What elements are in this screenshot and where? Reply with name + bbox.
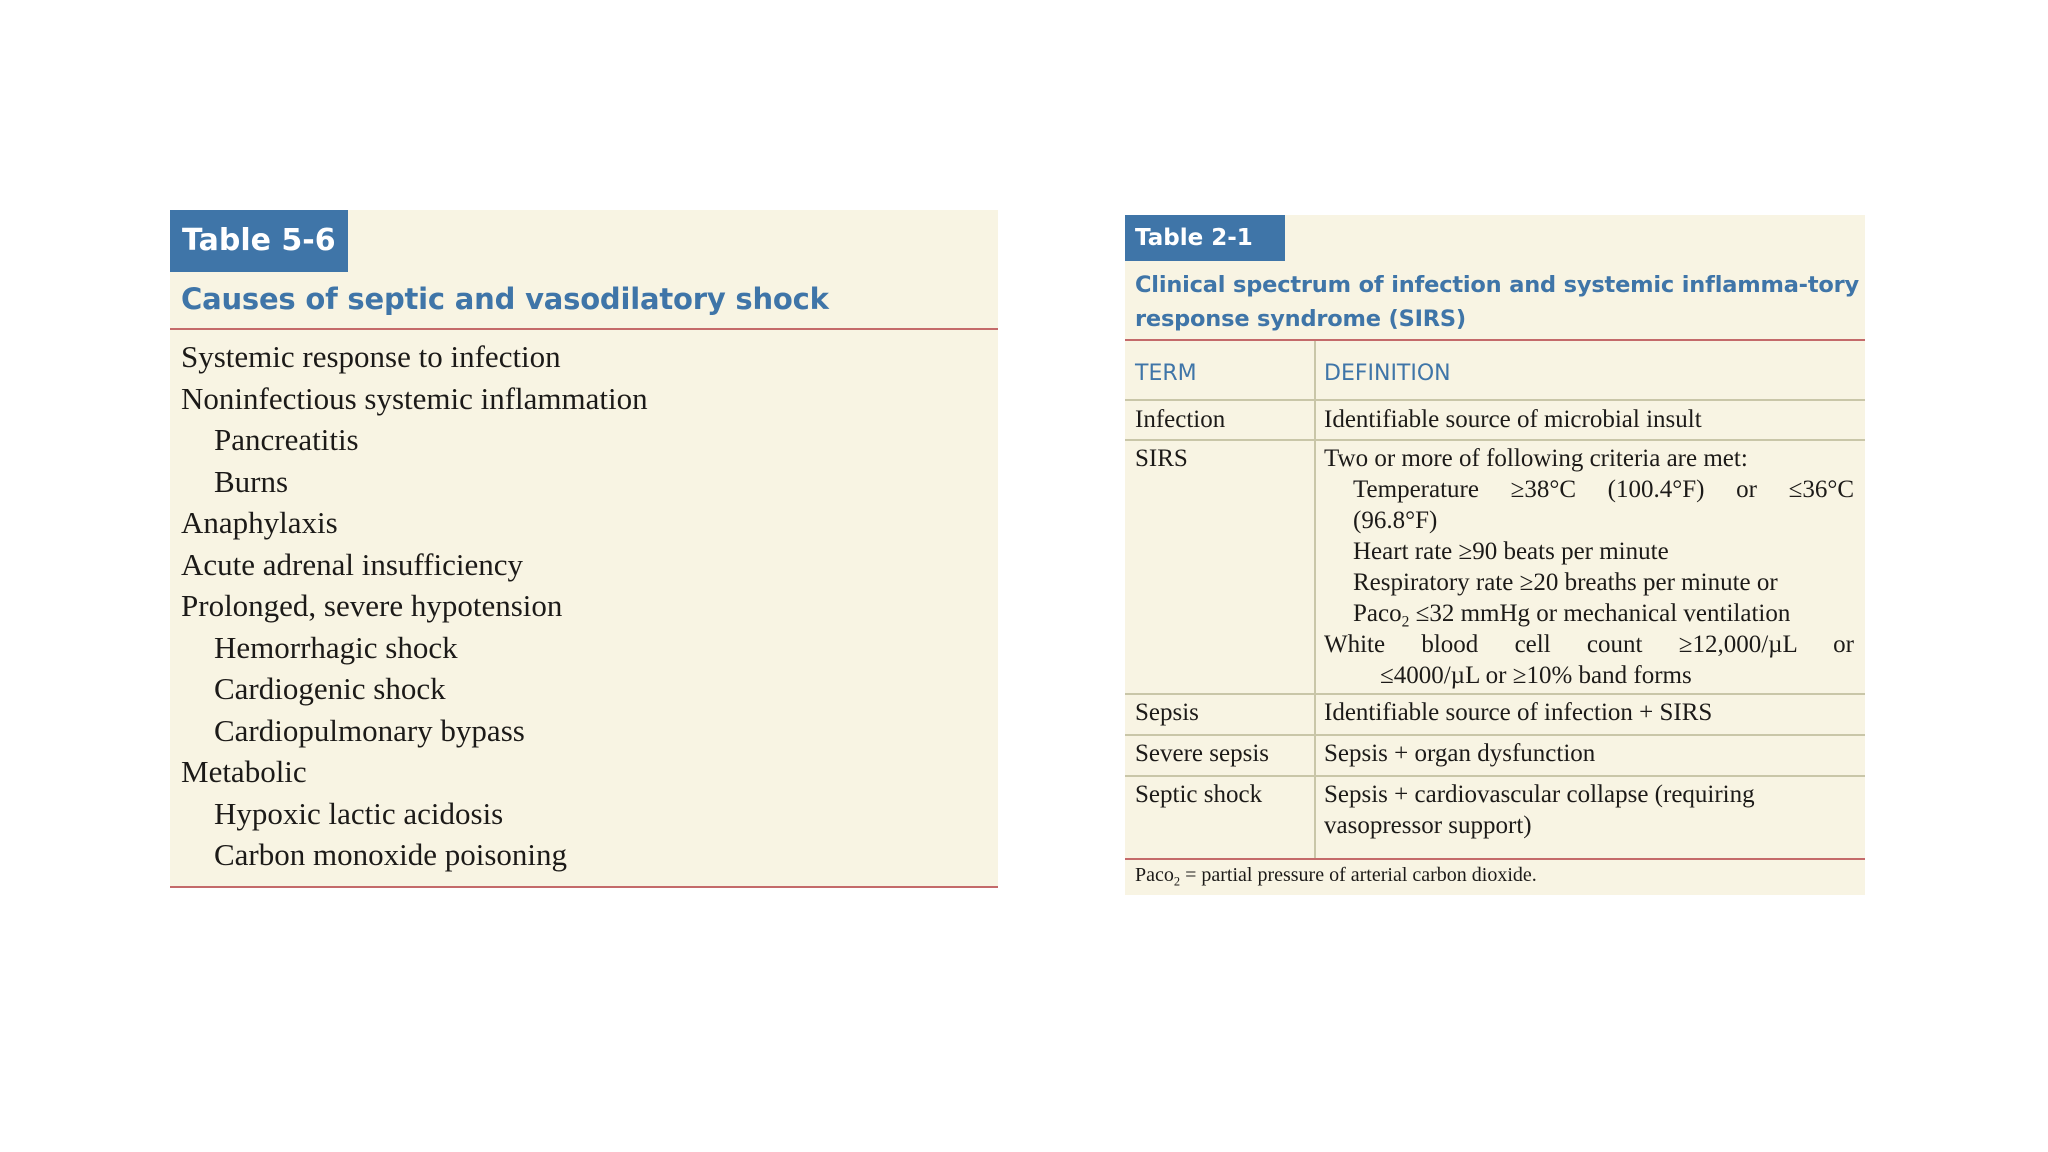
paco2-label: Paco	[1353, 600, 1402, 627]
caption-text: Clinical spectrum of infection and systemic inflamma-tory response syndrome (SIRS)	[1135, 272, 1859, 332]
sirs-line: (96.8°F)	[1353, 507, 1438, 534]
table-5-6	[170, 210, 998, 888]
row-divider	[1125, 734, 1865, 736]
row-divider	[1125, 775, 1865, 777]
list-item: Metabolic	[181, 754, 307, 789]
column-divider	[1314, 341, 1316, 859]
definition-septic-shock	[1324, 779, 1854, 841]
sirs-line: Heart rate ≥90 beats per minute	[1353, 538, 1669, 565]
row-divider	[1125, 439, 1865, 441]
definition-severe-sepsis: Sepsis + organ dysfunction	[1324, 740, 1596, 767]
sirs-line	[1324, 598, 1854, 629]
causes-list	[181, 336, 648, 876]
table-5-6-bottom-rule	[170, 886, 998, 888]
term-sirs: SIRS	[1135, 445, 1188, 472]
footnote-subscript: 2	[1173, 874, 1181, 889]
term-sepsis: Sepsis	[1135, 699, 1199, 726]
definition-sepsis: Identifiable source of infection + SIRS	[1324, 699, 1713, 726]
table-5-6-top-rule	[170, 328, 998, 330]
list-item: Acute adrenal insufficiency	[181, 546, 523, 582]
list-item: Systemic response to infection	[181, 339, 561, 374]
table-2-1-caption	[1135, 268, 1859, 336]
sirs-line: Two or more of following criteria are met:	[1324, 445, 1748, 472]
column-header-definition: DEFINITION	[1324, 361, 1451, 386]
table-5-6-badge: Table 5-6	[170, 210, 348, 272]
septic-shock-line: Sepsis + cardiovascular collapse (requiring	[1324, 781, 1755, 808]
term-septic-shock: Septic shock	[1135, 781, 1263, 808]
list-item: Carbon monoxide poisoning	[214, 837, 568, 872]
sirs-line: Respiratory rate ≥20 breaths per minute or	[1353, 569, 1778, 596]
sirs-line: Temperature ≥38°C (100.4°F) or ≤36°C	[1353, 476, 1854, 503]
column-header-term: TERM	[1135, 361, 1197, 386]
definition-sirs	[1324, 443, 1854, 691]
row-divider	[1125, 399, 1865, 401]
list-item: Hemorrhagic shock	[214, 629, 458, 665]
row-divider	[1125, 693, 1865, 695]
footnote-text: = partial pressure of arterial carbon dioxide.	[1180, 864, 1537, 886]
list-item: Cardiopulmonary bypass	[214, 712, 525, 748]
list-item: Pancreatitis	[214, 422, 359, 457]
table-2-1-footnote	[1135, 860, 1537, 890]
list-item: Anaphylaxis	[181, 505, 338, 540]
sirs-line: ≤4000/µL or ≥10% band forms	[1380, 662, 1692, 689]
paco2-criterion: ≤32 mmHg or mechanical ventilation	[1409, 600, 1791, 627]
list-item: Cardiogenic shock	[214, 671, 446, 706]
table-2-1-badge: Table 2-1	[1125, 215, 1285, 261]
paco2-subscript: 2	[1401, 613, 1410, 631]
list-item: Hypoxic lactic acidosis	[214, 795, 504, 831]
list-item: Noninfectious systemic inflammation	[181, 380, 648, 416]
table-2-1	[1125, 215, 1865, 895]
definition-infection: Identifiable source of microbial insult	[1324, 406, 1702, 433]
list-item: Burns	[214, 463, 289, 499]
table-2-1-top-rule	[1125, 339, 1865, 341]
term-severe-sepsis: Severe sepsis	[1135, 740, 1269, 767]
footnote-abbrev: Paco	[1135, 864, 1174, 886]
table-5-6-caption: Causes of septic and vasodilatory shock	[181, 282, 829, 316]
list-item: Prolonged, severe hypotension	[181, 588, 563, 623]
sirs-line: White blood cell count ≥12,000/µL or	[1324, 631, 1854, 658]
term-infection: Infection	[1135, 406, 1226, 433]
septic-shock-line: vasopressor support)	[1324, 812, 1532, 839]
